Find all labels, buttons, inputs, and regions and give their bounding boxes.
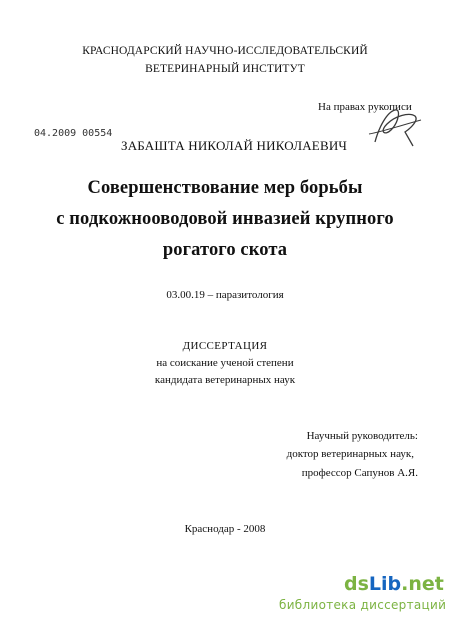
watermark-logo xyxy=(344,574,444,594)
watermark-ds: ds xyxy=(344,573,369,595)
work-line-2: на соискание ученой степени xyxy=(156,357,294,369)
signature xyxy=(365,102,425,152)
catalog-number: 04.2009 00554 xyxy=(34,128,113,139)
supervisor-name: профессор Сапунов А.Я. xyxy=(301,467,418,479)
author-name: ЗАБАШТА НИКОЛАЙ НИКОЛАЕВИЧ xyxy=(121,138,348,153)
title-line-3: рогатого скота xyxy=(162,240,288,260)
supervisor-degree: доктор ветеринарных наук, xyxy=(286,448,414,460)
institution-line-2: ВЕТЕРИНАРНЫЙ ИНСТИТУТ xyxy=(145,63,305,75)
place-year: Краснодар - 2008 xyxy=(184,523,266,535)
institution-line-1: КРАСНОДАРСКИЙ НАУЧНО-ИССЛЕДОВАТЕЛЬСКИЙ xyxy=(82,45,368,57)
work-type: ДИССЕРТАЦИЯ xyxy=(182,340,268,352)
watermark-net: .net xyxy=(401,573,444,595)
title-line-2: с подкожнооводовой инвазией крупного xyxy=(56,209,394,229)
manuscript-note: На правах рукописи xyxy=(318,101,412,113)
supervisor-label: Научный руководитель: xyxy=(306,430,418,442)
work-line-3: кандидата ветеринарных наук xyxy=(154,374,296,386)
watermark-lib: Lib xyxy=(368,573,402,595)
watermark-subtitle: библиотека диссертаций xyxy=(279,598,447,612)
title-line-1: Совершенствование мер борьбы xyxy=(87,178,363,198)
specialty: 03.00.19 – паразитология xyxy=(166,289,284,301)
